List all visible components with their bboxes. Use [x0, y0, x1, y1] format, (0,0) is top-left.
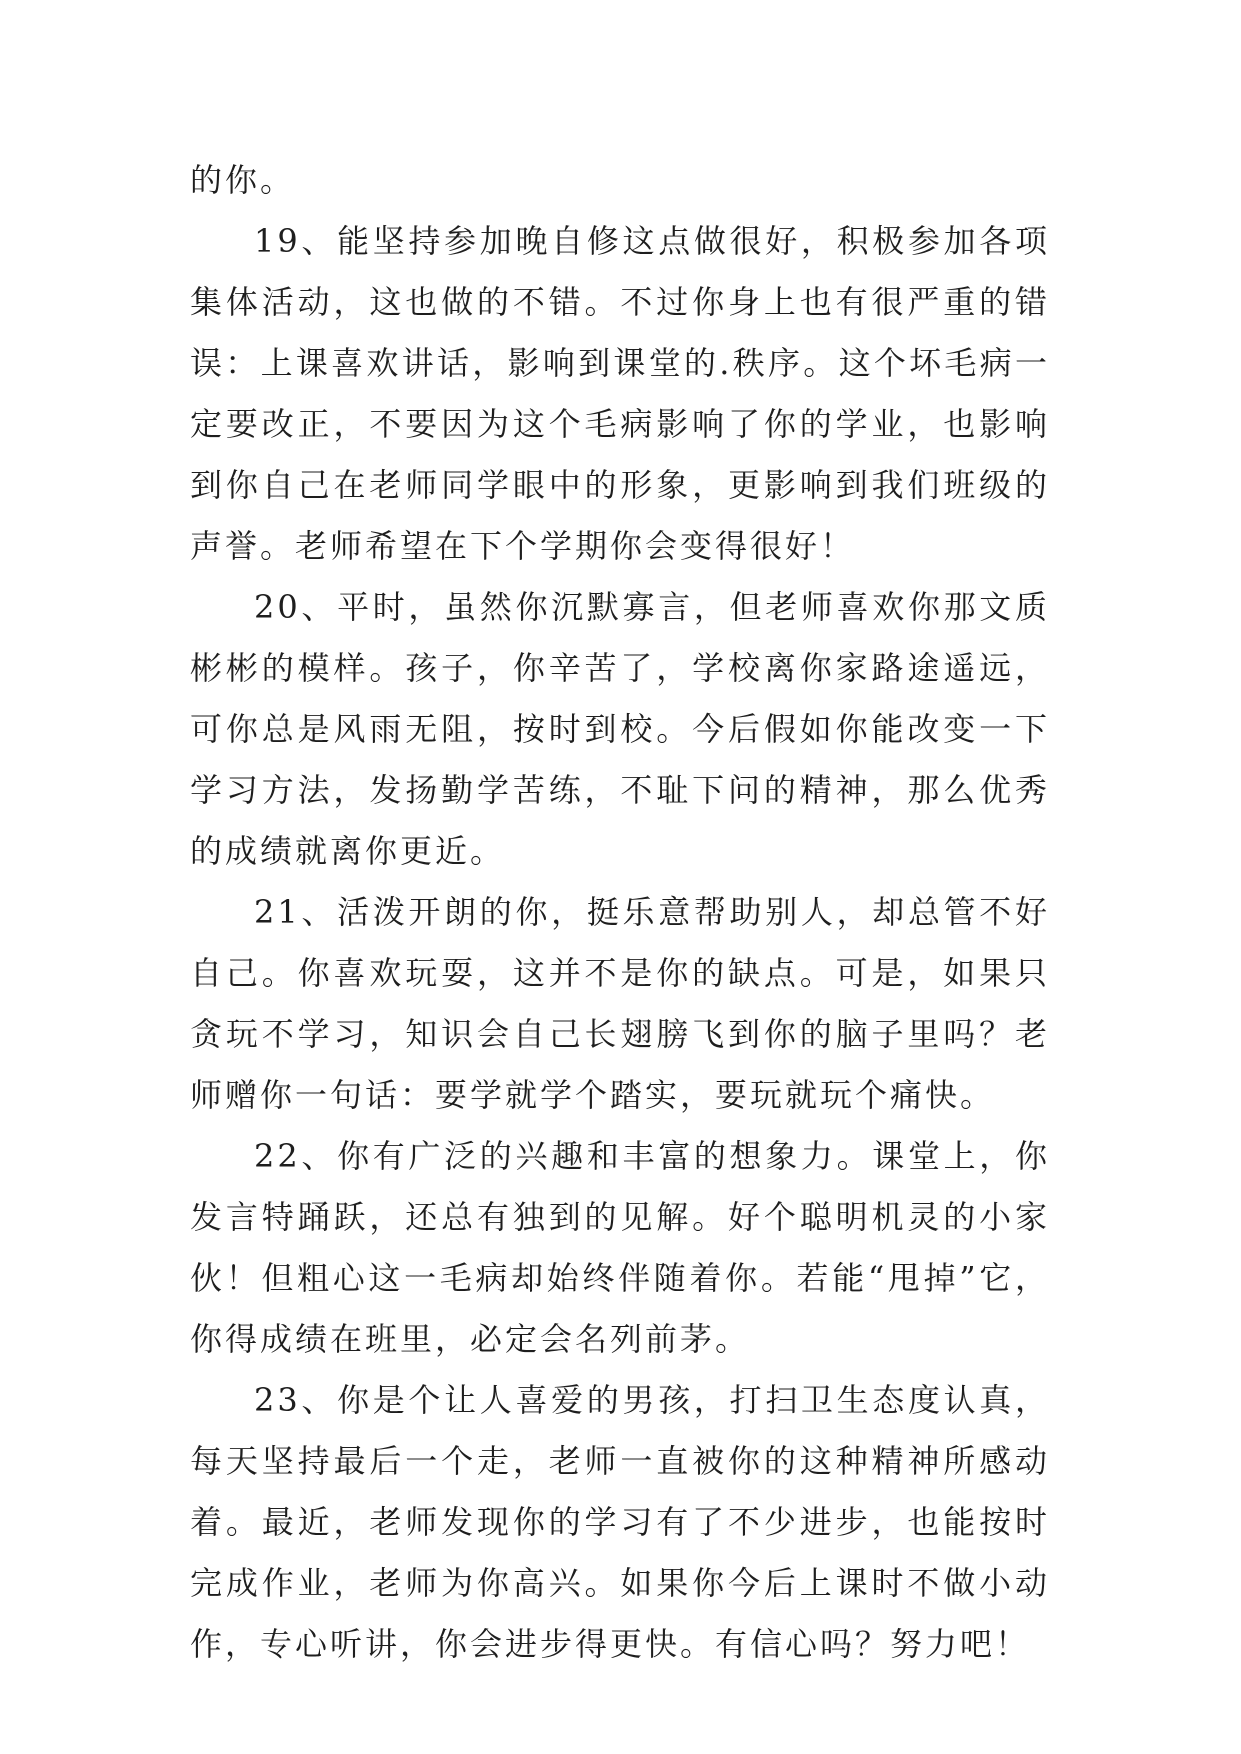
paragraph-comment-22: 22、你有广泛的兴趣和丰富的想象力。课堂上，你发言特踊跃，还总有独到的见解。好个聪明机灵的小家伙！但粗心这一毛病却始终伴随着你。若能“甩掉”它，你得成绩在班里，必定会名列前茅。 [190, 1137, 1050, 1358]
paragraph-comment-20: 20、平时，虽然你沉默寡言，但老师喜欢你那文质彬彬的模样。孩子，你辛苦了，学校离你家路途遥远，可你总是风雨无阻，按时到校。今后假如你能改变一下学习方法，发扬勤学苦练，不耻下问的精神，那么优秀的成绩就离你更近。 [190, 588, 1050, 870]
paragraph-comment-19: 19、能坚持参加晚自修这点做很好，积极参加各项集体活动，这也做的不错。不过你身上也有很严重的错误：上课喜欢讲话，影响到课堂的.秩序。这个坏毛病一定要改正，不要因为这个毛病影响了你的学业，也影响到你自己在老师同学眼中的形象，更影响到我们班级的声誉。老师希望在下个学期你会变得很好！ [190, 222, 1050, 565]
paragraph-continuation: 的你。 [190, 161, 296, 199]
document-page [190, 150, 1050, 1675]
paragraph-comment-23: 23、你是个让人喜爱的男孩，打扫卫生态度认真，每天坚持最后一个走，老师一直被你的这种精神所感动着。最近，老师发现你的学习有了不少进步，也能按时完成作业，老师为你高兴。如果你今后上课时不做小动作，专心听讲，你会进步得更快。有信心吗？努力吧！ [190, 1381, 1050, 1663]
paragraph-comment-21: 21、活泼开朗的你，挺乐意帮助别人，却总管不好自己。你喜欢玩耍，这并不是你的缺点。可是，如果只贪玩不学习，知识会自己长翅膀飞到你的脑子里吗？老师赠你一句话：要学就学个踏实，要玩就玩个痛快。 [190, 893, 1050, 1114]
